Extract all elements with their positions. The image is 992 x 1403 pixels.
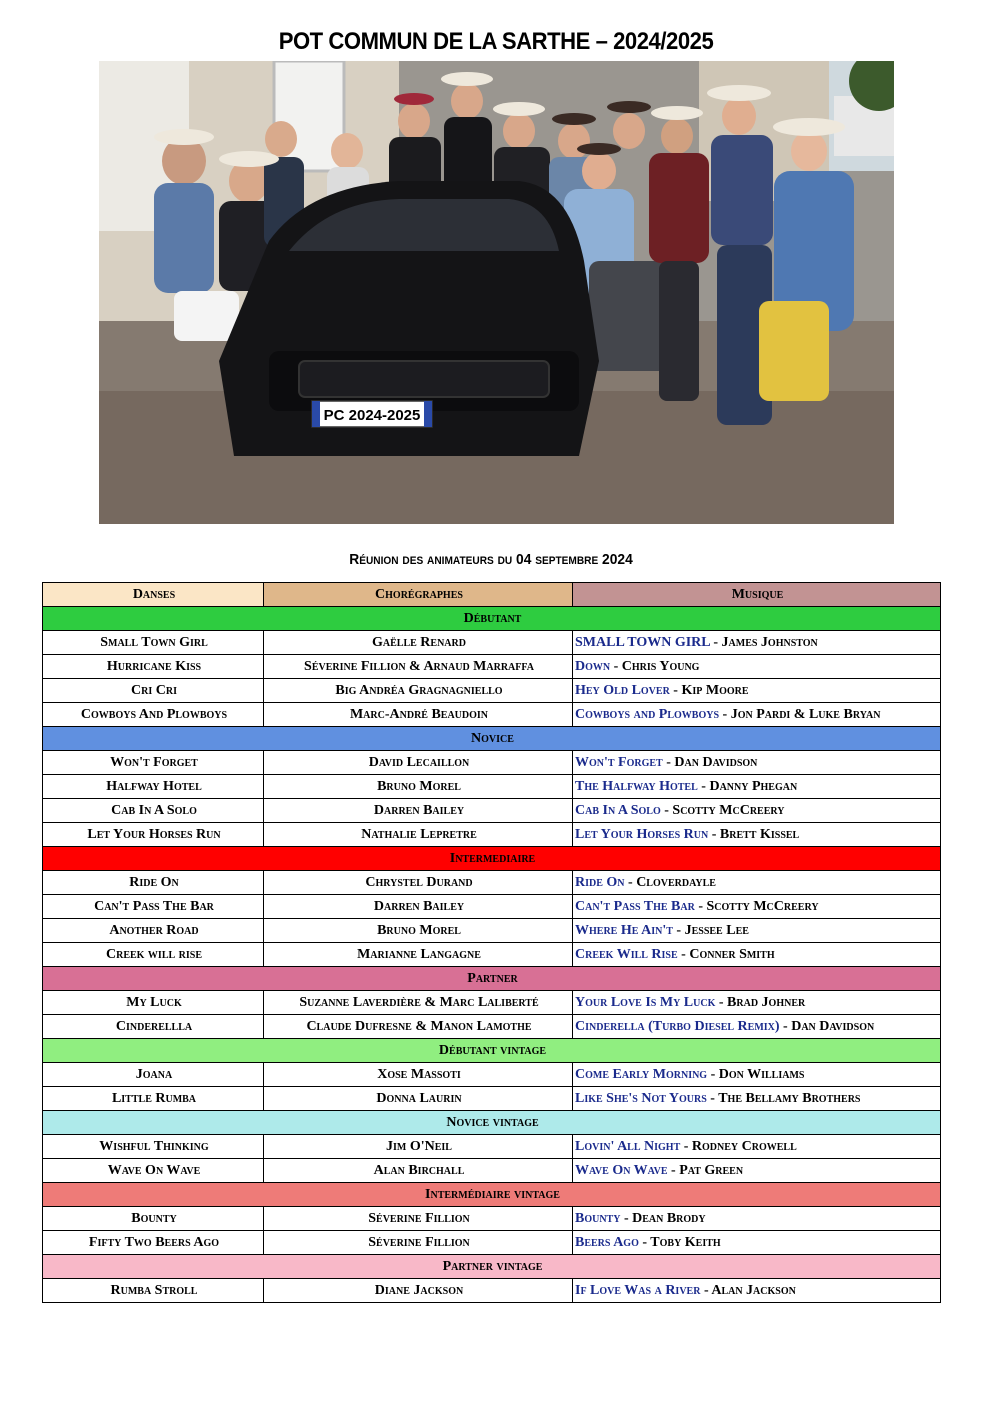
dance-name: Rumba Stroll [43,1279,264,1303]
music-separator: - [708,827,720,842]
music-separator: - [779,1019,792,1034]
header-musique: Musique [573,583,941,607]
dance-name: Little Rumba [43,1087,264,1111]
section-row [43,847,941,871]
dance-name: Can't Pass The Bar [43,895,264,919]
song-link[interactable]: Creek Will Rise [575,947,678,962]
section-label: Débutant vintage [43,1039,941,1063]
music-cell [573,1135,941,1159]
section-row [43,1039,941,1063]
song-link[interactable]: Come Early Morning [575,1067,708,1082]
choreographer-name: Séverine Fillion [264,1207,573,1231]
dance-name: Creek will rise [43,943,264,967]
music-cell [573,1087,941,1111]
song-link[interactable]: Hey Old Lover [575,683,670,698]
artist-name: Jon Pardi & Luke Bryan [730,707,881,722]
song-link[interactable]: Lovin' All Night [575,1139,681,1154]
section-label: Novice vintage [43,1111,941,1135]
meeting-subtitle: Réunion des animateurs du 04 septembre 2024 [349,551,633,568]
section-label: Intermediaire [43,847,941,871]
table-row [43,679,941,703]
music-cell [573,775,941,799]
dance-name: Joana [43,1063,264,1087]
dance-name: Cinderellla [43,1015,264,1039]
artist-name: Brad Johner [727,995,806,1010]
table-row [43,775,941,799]
table-row [43,823,941,847]
music-cell [573,1279,941,1303]
song-link[interactable]: Won't Forget [575,755,663,770]
section-row [43,727,941,751]
choreographer-name: Xose Massoti [264,1063,573,1087]
artist-name: Pat Green [679,1163,744,1178]
music-cell [573,1063,941,1087]
music-separator: - [707,1067,719,1082]
section-label: Novice [43,727,941,751]
table-header-row [43,583,941,607]
choreographer-name: Big Andréa Gragnagniello [264,679,573,703]
song-link[interactable]: Cowboys and Plowboys [575,707,720,722]
music-separator: - [697,779,710,794]
header-choregraphes: Chorégraphes [264,583,573,607]
song-link[interactable]: If Love Was a River [575,1283,701,1298]
dance-name: Fifty Two Beers Ago [43,1231,264,1255]
table-row [43,1063,941,1087]
dance-name: Halfway Hotel [43,775,264,799]
choreographer-name: Chrystel Durand [264,871,573,895]
table-row [43,751,941,775]
dance-name: Hurricane Kiss [43,655,264,679]
song-link[interactable]: SMALL TOWN GIRL [575,635,710,650]
music-separator: - [680,1139,692,1154]
choreographer-name: Bruno Morel [264,919,573,943]
license-plate-text: PC 2024-2025 [323,407,421,424]
music-cell [573,679,941,703]
choreographer-name: Marc-André Beaudoin [264,703,573,727]
music-separator: - [672,923,685,938]
dance-name: Ride On [43,871,264,895]
table-row [43,703,941,727]
table-row [43,799,941,823]
music-cell [573,751,941,775]
artist-name: Jessee Lee [684,923,749,938]
artist-name: Chris Young [621,659,700,674]
table-body [43,607,941,1303]
song-link[interactable]: Bounty [575,1211,621,1226]
music-cell [573,799,941,823]
song-link[interactable]: Where He Ain't [575,923,673,938]
table-row [43,871,941,895]
choreographer-name: David Lecaillon [264,751,573,775]
artist-name: Toby Keith [650,1235,721,1250]
dance-name: Bounty [43,1207,264,1231]
table-row [43,631,941,655]
artist-name: Dean Brody [632,1211,706,1226]
section-row [43,1255,941,1279]
choreographer-name: Jim O'Neil [264,1135,573,1159]
dance-name: Wave On Wave [43,1159,264,1183]
choreographer-name: Séverine Fillion & Arnaud Marraffa [264,655,573,679]
music-separator: - [669,683,682,698]
artist-name: The Bellamy Brothers [718,1091,861,1106]
choreographer-name: Séverine Fillion [264,1231,573,1255]
music-cell [573,631,941,655]
artist-name: Rodney Crowell [691,1139,797,1154]
song-link[interactable]: Cab In A Solo [575,803,661,818]
dance-table [42,582,941,1303]
table-row [43,1279,941,1303]
music-separator: - [620,1211,633,1226]
artist-name: Danny Phegan [709,779,798,794]
artist-name: Kip Moore [681,683,749,698]
music-separator: - [638,1235,651,1250]
choreographer-name: Marianne Langagne [264,943,573,967]
artist-name: Dan Davidson [674,755,758,770]
artist-name: Alan Jackson [711,1283,796,1298]
table-row [43,1087,941,1111]
artist-name: James Johnston [721,635,818,650]
section-label: Intermédiaire vintage [43,1183,941,1207]
artist-name: Conner Smith [689,947,775,962]
table-row [43,895,941,919]
music-separator: - [667,1163,680,1178]
table-row [43,991,941,1015]
artist-name: Don Williams [718,1067,805,1082]
choreographer-name: Suzanne Laverdière & Marc Laliberté [264,991,573,1015]
section-row [43,1111,941,1135]
section-label: Partner [43,967,941,991]
section-row [43,607,941,631]
song-link[interactable]: Beers Ago [575,1235,639,1250]
music-cell [573,823,941,847]
dance-name: Another Road [43,919,264,943]
artist-name: Dan Davidson [791,1019,875,1034]
song-link[interactable]: Wave On Wave [575,1163,668,1178]
music-cell [573,703,941,727]
music-separator: - [700,1283,712,1298]
table-row [43,1207,941,1231]
music-separator: - [715,995,728,1010]
music-cell [573,1231,941,1255]
music-cell [573,919,941,943]
choreographer-name: Darren Bailey [264,799,573,823]
music-cell [573,871,941,895]
song-link[interactable]: Can't Pass The Bar [575,899,695,914]
dance-name: Cab In A Solo [43,799,264,823]
song-link[interactable]: Cinderella (Turbo Diesel Remix) [575,1019,780,1034]
music-separator: - [706,1091,719,1106]
music-cell [573,1015,941,1039]
song-link[interactable]: Like She's Not Yours [575,1091,707,1106]
dance-name: Wishful Thinking [43,1135,264,1159]
table-row [43,655,941,679]
artist-name: Brett Kissel [719,827,800,842]
music-cell [573,991,941,1015]
header-danses: Danses [43,583,264,607]
song-link[interactable]: Let Your Horses Run [575,827,709,842]
music-separator: - [660,803,673,818]
song-link[interactable]: Ride On [575,875,625,890]
song-link[interactable]: Down [575,659,611,674]
song-link[interactable]: Your Love Is My Luck [575,995,716,1010]
choreographer-name: Gaëlle Renard [264,631,573,655]
music-separator: - [624,875,637,890]
music-separator: - [610,659,622,674]
table-row [43,1015,941,1039]
table-row [43,943,941,967]
music-cell [573,943,941,967]
table-row [43,1159,941,1183]
music-cell [573,655,941,679]
section-row [43,967,941,991]
music-cell [573,895,941,919]
artist-name: Scotty McCreery [672,803,785,818]
music-cell [573,1207,941,1231]
choreographer-name: Donna Laurin [264,1087,573,1111]
artist-name: Scotty McCreery [706,899,819,914]
dance-name: Won't Forget [43,751,264,775]
choreographer-name: Diane Jackson [264,1279,573,1303]
music-separator: - [694,899,707,914]
group-photo [99,61,894,524]
song-link[interactable]: The Halfway Hotel [575,779,698,794]
music-separator: - [709,635,722,650]
music-separator: - [677,947,690,962]
dance-name: Cowboys And Plowboys [43,703,264,727]
choreographer-name: Alan Birchall [264,1159,573,1183]
table-row [43,1231,941,1255]
music-cell [573,1159,941,1183]
dance-name: Let Your Horses Run [43,823,264,847]
section-row [43,1183,941,1207]
choreographer-name: Bruno Morel [264,775,573,799]
choreographer-name: Claude Dufresne & Manon Lamothe [264,1015,573,1039]
artist-name: Cloverdayle [636,875,716,890]
page-title: POT COMMUN DE LA SARTHE – 2024/2025 [278,28,714,55]
choreographer-name: Nathalie Lepretre [264,823,573,847]
music-separator: - [662,755,675,770]
dance-name: Small Town Girl [43,631,264,655]
music-separator: - [719,707,731,722]
choreographer-name: Darren Bailey [264,895,573,919]
section-label: Partner vintage [43,1255,941,1279]
section-label: Débutant [43,607,941,631]
dance-name: Cri Cri [43,679,264,703]
table-row [43,919,941,943]
table-row [43,1135,941,1159]
dance-name: My Luck [43,991,264,1015]
